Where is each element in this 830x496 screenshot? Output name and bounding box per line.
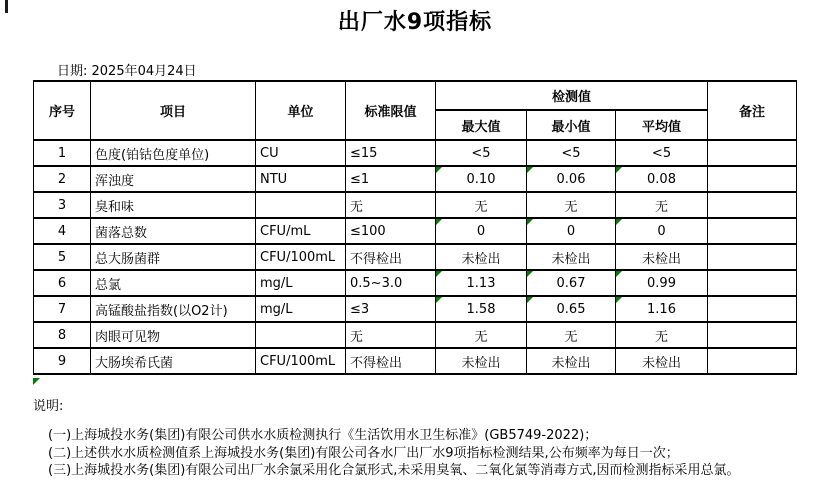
cell-item[interactable]: 大肠埃希氏菌 [91,348,256,374]
cell-unit[interactable]: CFU/mL [256,218,346,244]
cell-remark[interactable] [708,322,797,348]
cell-max[interactable]: 1.13 [436,270,527,296]
table-row [34,218,797,244]
cell-min[interactable]: 0.65 [527,296,616,322]
cell-unit[interactable]: mg/L [256,270,346,296]
cell-max[interactable]: 未检出 [436,244,527,270]
col-header-max[interactable]: 最大值 [436,110,527,140]
table-row [34,166,797,192]
col-header-limit[interactable]: 标准限值 [346,81,436,140]
cell-avg[interactable]: 1.16 [616,296,708,322]
flag-triangle-icon [33,378,40,385]
cell-remark[interactable] [708,296,797,322]
cell-max[interactable]: 0 [436,218,527,244]
cell-min[interactable]: 0.67 [527,270,616,296]
cell-unit[interactable]: CU [256,140,346,166]
cell-remark[interactable] [708,218,797,244]
table-row [34,348,797,374]
table-row [34,322,797,348]
cell-unit[interactable]: CFU/100mL [256,244,346,270]
cell-unit[interactable]: mg/L [256,296,346,322]
cell-no[interactable]: 4 [34,218,91,244]
report-date: 日期: 2025年04月24日 [57,64,197,79]
cell-limit[interactable]: 0.5~3.0 [346,270,436,296]
note-line: (二)上述供水水质检测值系上海城投水务(集团)有限公司各水厂出厂水9项指标检测结果,公布频率为每日一次； [48,445,679,461]
cell-no[interactable]: 8 [34,322,91,348]
cell-min[interactable]: 无 [527,192,616,218]
cell-limit[interactable]: 不得检出 [346,244,436,270]
cell-min[interactable]: 无 [527,322,616,348]
table-row [34,140,797,166]
cell-remark[interactable] [708,166,797,192]
cell-avg[interactable]: 无 [616,322,708,348]
cell-no[interactable]: 2 [34,166,91,192]
note-line: (一)上海城投水务(集团)有限公司供水水质检测执行《生活饮用水卫生标准》(GB5749-2022)； [48,428,598,443]
cell-max[interactable]: 1.58 [436,296,527,322]
col-header-item[interactable]: 项目 [91,81,256,140]
cell-avg[interactable]: 0.99 [616,270,708,296]
cell-max[interactable]: 无 [436,192,527,218]
header-row-1 [34,81,797,110]
cell-limit[interactable]: ≤100 [346,218,436,244]
cell-item[interactable]: 高锰酸盐指数(以O2计) [91,296,256,322]
cell-limit[interactable]: 无 [346,192,436,218]
cell-avg[interactable]: <5 [616,140,708,166]
indicators-table-grid [33,80,797,375]
cell-remark[interactable] [708,270,797,296]
notes-list [48,427,740,480]
cell-min[interactable]: <5 [527,140,616,166]
cell-max[interactable]: 无 [436,322,527,348]
cell-min[interactable]: 0 [527,218,616,244]
cell-remark[interactable] [708,140,797,166]
cell-item[interactable]: 浑浊度 [91,166,256,192]
cell-unit[interactable]: CFU/100mL [256,348,346,374]
notes-label: 说明: [33,399,64,414]
col-header-no[interactable]: 序号 [34,81,91,140]
cell-no[interactable]: 3 [34,192,91,218]
cell-limit[interactable]: ≤3 [346,296,436,322]
cell-item[interactable]: 臭和味 [91,192,256,218]
cell-min[interactable]: 未检出 [527,244,616,270]
cell-min[interactable]: 未检出 [527,348,616,374]
cell-item[interactable]: 肉眼可见物 [91,322,256,348]
cell-no[interactable]: 7 [34,296,91,322]
cell-min[interactable]: 0.06 [527,166,616,192]
col-header-min[interactable]: 最小值 [527,110,616,140]
cell-limit[interactable]: 不得检出 [346,348,436,374]
cell-avg[interactable]: 未检出 [616,348,708,374]
cell-unit[interactable] [256,192,346,218]
table-row [34,244,797,270]
cell-remark[interactable] [708,348,797,374]
cell-no[interactable]: 6 [34,270,91,296]
col-header-remark[interactable]: 备注 [708,81,797,140]
cell-avg[interactable]: 0.08 [616,166,708,192]
cell-unit[interactable]: NTU [256,166,346,192]
cell-item[interactable]: 总大肠菌群 [91,244,256,270]
note-line: (三)上海城投水务(集团)有限公司出厂水余氯采用化合氯形式,未采用臭氧、二氧化氯等消毒方式,因而检测指标采用总氯。 [48,463,740,478]
cell-no[interactable]: 1 [34,140,91,166]
page-title: 出厂水9项指标 [337,10,493,35]
cell-limit[interactable]: ≤15 [346,140,436,166]
cell-item[interactable]: 总氯 [91,270,256,296]
cell-max[interactable]: 0.10 [436,166,527,192]
cell-remark[interactable] [708,244,797,270]
table-row [34,192,797,218]
cell-unit[interactable] [256,322,346,348]
cell-no[interactable]: 5 [34,244,91,270]
cell-limit[interactable]: 无 [346,322,436,348]
col-header-avg[interactable]: 平均值 [616,110,708,140]
cell-item[interactable]: 色度(铂钴色度单位) [91,140,256,166]
col-header-unit[interactable]: 单位 [256,81,346,140]
cell-avg[interactable]: 0 [616,218,708,244]
col-header-detection[interactable]: 检测值 [436,81,708,110]
cell-remark[interactable] [708,192,797,218]
cell-max[interactable]: 未检出 [436,348,527,374]
cell-item[interactable]: 菌落总数 [91,218,256,244]
cell-no[interactable]: 9 [34,348,91,374]
table-row [34,270,797,296]
cell-max[interactable]: <5 [436,140,527,166]
cell-limit[interactable]: ≤1 [346,166,436,192]
cell-avg[interactable]: 无 [616,192,708,218]
indicators-table [33,80,797,375]
cell-avg[interactable]: 未检出 [616,244,708,270]
table-row [34,296,797,322]
